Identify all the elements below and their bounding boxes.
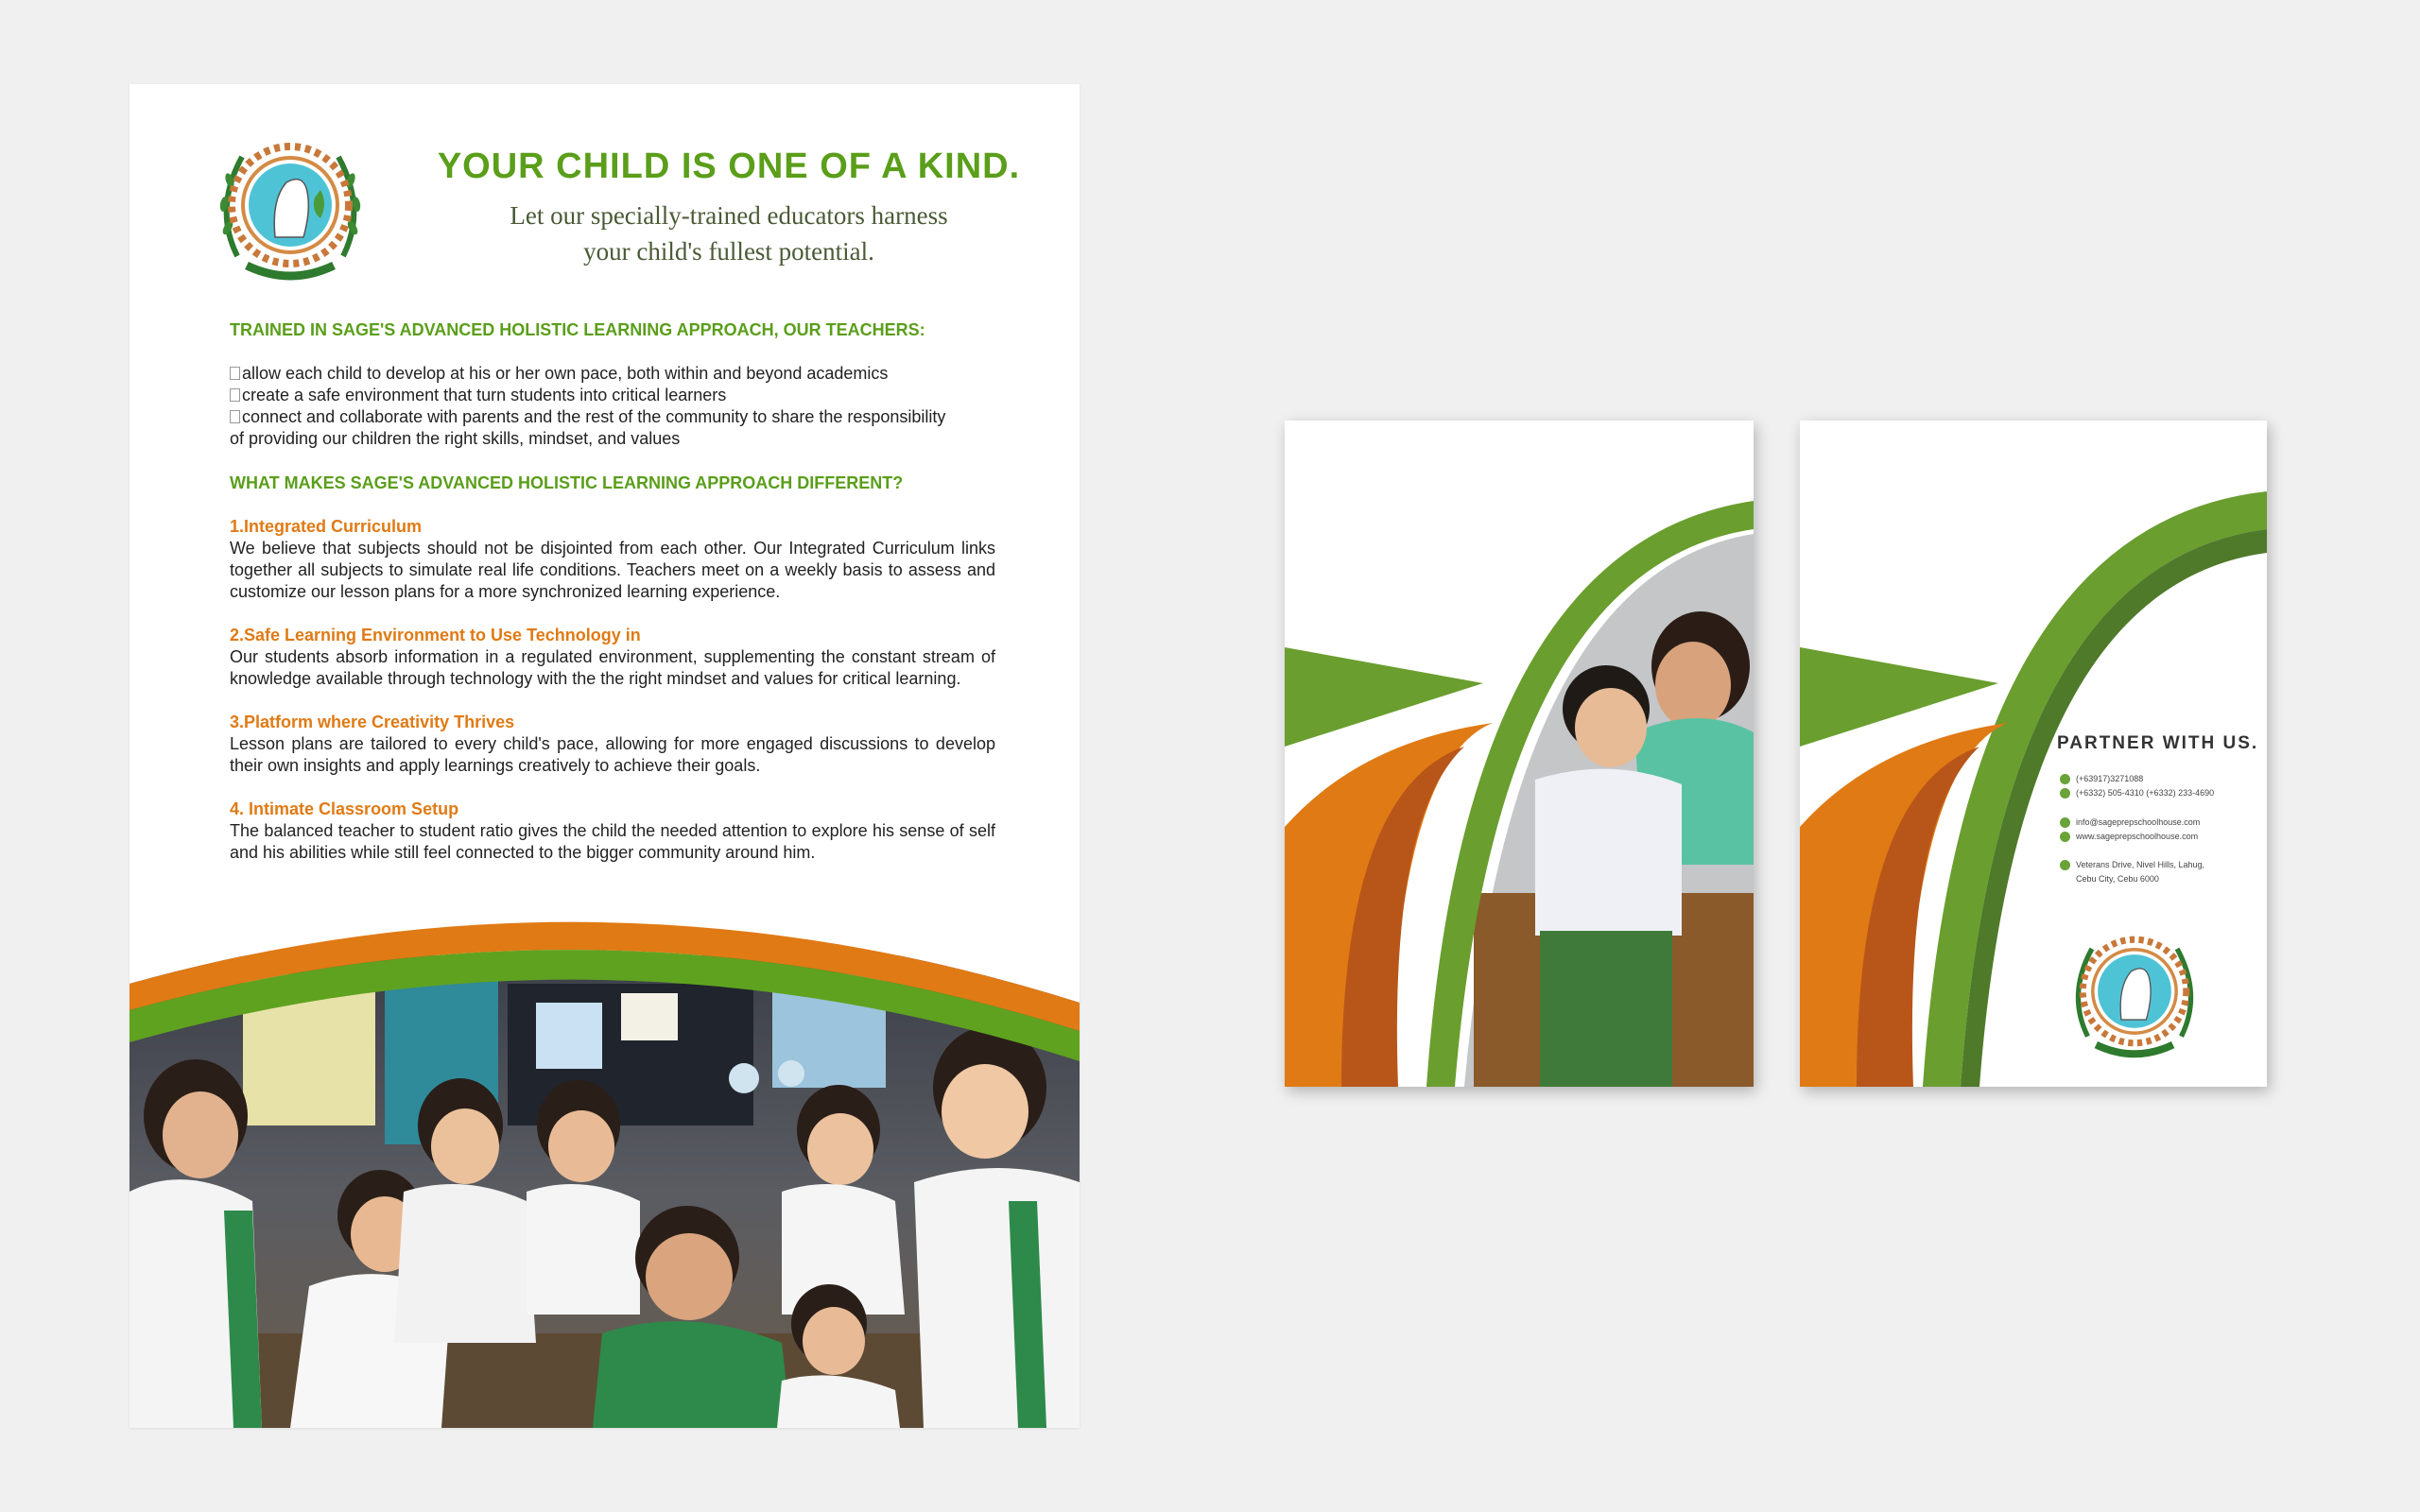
email-link[interactable]: info@sageprepschoolhouse.com [2076,817,2201,827]
checkbox-glyph-icon [230,367,240,380]
location-pin-icon [2060,860,2070,870]
partner-title: PARTNER WITH US. [2057,733,2259,753]
bullet-continuation: of providing our children the right skills, mindset, and values [230,429,681,448]
school-logo [2063,919,2206,1063]
brochure-cover [1285,421,1754,1087]
point-title-3: 3.Platform where Creativity Thrives [230,713,515,731]
point-text-1: We believe that subjects should not be disjointed from each other. Our Integrated Curriculum links together all subjects to simulate real life conditions. Teachers meet on a weekly basis to assess and customize our lesson plans for a more synchronized learning experience. [230,539,995,601]
point-text-2: Our students absorb information in a regulated environment, supplementing the constant stream of knowledge available through technology with the the right mindset and values for critical learning. [230,647,995,688]
approach-section [230,472,995,864]
subheadline [417,198,1041,269]
section-heading-approach: WHAT MAKES SAGE'S ADVANCED HOLISTIC LEARNING APPROACH DIFFERENT? [230,473,904,492]
contact-phone: (+63917)3271088 (+6332) 505-4310 (+6332) 233-4690 [2060,772,2214,800]
website-link[interactable]: www.sageprepschoolhouse.com [2076,832,2199,841]
point-text-3: Lesson plans are tailored to every child's pace, allowing for more engaged discussions to develop their own insights and apply learnings creatively to achieve their goals. [230,734,995,775]
school-logo [209,124,372,286]
headline: YOUR CHILD IS ONE OF A KIND. [437,146,1021,186]
point-title-4: 4. Intimate Classroom Setup [230,799,459,818]
classroom-photo [130,899,1080,1428]
email-icon [2060,817,2070,828]
phone-icon [2060,774,2070,784]
contact-address: Veterans Drive, Nivel Hills, Lahug, Cebu City, Cebu 6000 [2060,858,2204,886]
subheadline-line-1: Let our specially-trained educators harness [510,201,948,230]
globe-icon [2060,832,2070,842]
bullet-item: allow each child to develop at his or her own pace, both within and beyond academics [230,363,995,385]
contact-web [2060,816,2200,844]
checkbox-glyph-icon [230,410,240,423]
cover-graphic [1285,421,1754,1087]
point-text-4: The balanced teacher to student ratio gives the child the needed attention to explore his sense of self and his abilities while still feel connected to the bigger community around him. [230,821,995,862]
bullet-item: connect and collaborate with parents and the rest of the community to share the responsibility [230,406,995,428]
subheadline-line-2: your child's fullest potential. [583,237,874,266]
flyer-page [130,84,1080,1428]
bullet-item: create a safe environment that turn students into critical learners [230,385,995,406]
checkbox-glyph-icon [230,388,240,402]
section-heading-teachers: TRAINED IN SAGE'S ADVANCED HOLISTIC LEARNING APPROACH, OUR TEACHERS: [230,320,925,339]
phone-icon [2060,788,2070,799]
point-title-2: 2.Safe Learning Environment to Use Technology in [230,626,641,644]
teachers-section [230,319,995,450]
point-title-1: 1.Integrated Curriculum [230,517,423,536]
brochure-back [1800,421,2267,1087]
